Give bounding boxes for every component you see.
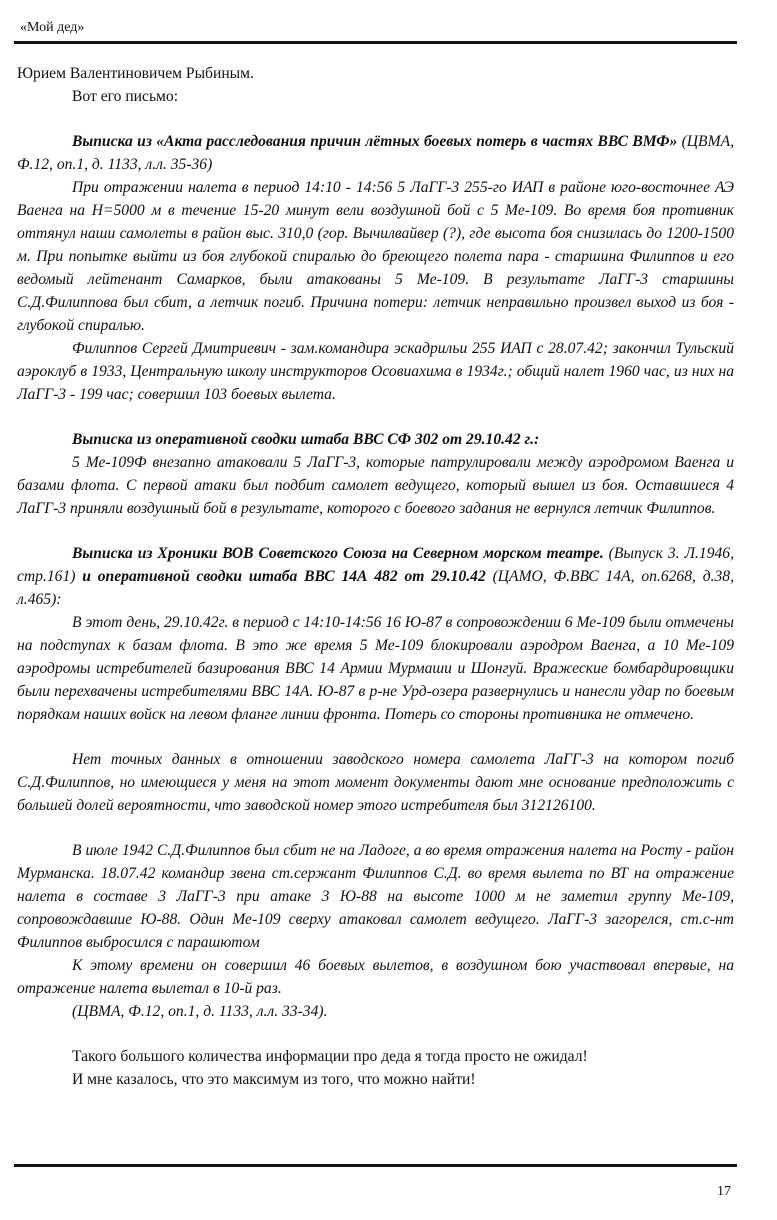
section-2-paragraph-1: 5 Ме-109Ф внезапно атаковали 5 ЛаГГ-3, которые патрулировали между аэродромом Ваенга и базами флота. С первой атаки был подбит самолет ведущего, который вышел из боя. Оставшиеся 4 ЛаГГ-3 приняли воздушный бой в результате, которого с боевого задания не вернулся летчик Филиппов. bbox=[17, 454, 734, 517]
footer-rule bbox=[14, 1164, 737, 1167]
section-3-paragraph-1: В этот день, 29.10.42г. в период с 14:10-14:56 16 Ю-87 в сопровождении 6 Ме-109 были отмечены на подступах к базам флота. В это же время 5 Ме-109 блокировали аэродром Ваенга, а 10 Ме-109 аэродромы истребителей базирования ВВС 14 Армии Мурмаши и Шонгуй. Вражеские бомбардировщики были перехвачены истребителями ВВС 14А. Ю-87 в р-не Урд-озера развернулись и нанесли удар по боевым порядкам наших войск на левом фланге линии фронта. Потерь со стороны противника не отмечено. bbox=[17, 614, 734, 723]
section-2-heading: Выписка из оперативной сводки штаба ВВС СФ 302 от 29.10.42 г.: bbox=[72, 431, 540, 448]
section-4-paragraph-1: Нет точных данных в отношении заводского номера самолета ЛаГГ-3 на котором погиб С.Д.Филиппов, но имеющиеся у меня на этот момент документы дают мне основание предположить с большей долей вероятности, что заводской номер этого истребителя был 312126100. bbox=[17, 751, 734, 814]
section-1-heading: Выписка из «Акта расследования причин лётных боевых потерь в частях ВВС ВМФ» bbox=[72, 133, 678, 150]
section-3-heading-a: Выписка из Хроники ВОВ Советского Союза на Северном морском театре. bbox=[72, 545, 604, 562]
closing-line-2: И мне казалось, что это максимум из того, что можно найти! bbox=[72, 1071, 476, 1088]
spacer bbox=[17, 817, 734, 839]
spacer bbox=[17, 1023, 734, 1045]
section-1-paragraph-2: Филиппов Сергей Дмитриевич - зам.командира эскадрильи 255 ИАП с 28.07.42; закончил Тульский аэроклуб в 1933, Центральную школу инструкторов Осовиахима в 1934г.; общий налет 1960 час, из них на ЛаГГ-3 - 199 час; совершил 103 боевых вылета. bbox=[17, 340, 734, 403]
spacer bbox=[17, 108, 734, 130]
intro-line-2: Вот его письмо: bbox=[72, 88, 179, 105]
section-5-source: (ЦВМА, Ф.12, оп.1, д. 1133, л.л. 33-34). bbox=[72, 1003, 328, 1020]
spacer bbox=[17, 406, 734, 428]
section-1-paragraph-1: При отражении налета в период 14:10 - 14:56 5 ЛаГГ-3 255-го ИАП в районе юго-восточнее АЭ Ваенга на Н=5000 м в течение 15-20 минут вели воздушной бой с 5 Ме-109. Во время боя противник оттянул наши самолеты в район выс. 310,0 (гор. Вычилвайвер (?), где высота боя снизилась до 1200-1500 м. При попытке выйти из боя глубокой спиралью до бреющего полета пара - старшина Филиппов и его ведомый лейтенант Самарков, были атакованы 5 Ме-109. В результате ЛаГГ-3 старшины С.Д.Филиппова был сбит, а летчик погиб. Причина потери: летчик неправильно произвел выход из боя - глубокой спиралью. bbox=[17, 179, 734, 334]
section-2-heading-paragraph bbox=[17, 428, 734, 451]
page-body bbox=[17, 62, 734, 1091]
closing-line-1: Такого большого количества информации про деда я тогда просто не ожидал! bbox=[72, 1048, 588, 1065]
section-3-source-a: (Выпуск 3. Л.1946, стр.161) bbox=[17, 545, 734, 585]
section-3-heading-b: и оперативной сводки штаба ВВС 14А 482 от 29.10.42 bbox=[82, 568, 486, 585]
section-5-paragraph-1: В июле 1942 С.Д.Филиппов был сбит не на Ладоге, а во время отражения налета на Росту - район Мурманска. 18.07.42 командир звена ст.сержант Филиппов С.Д. во время вылета по ВТ на отражение налета в составе 3 ЛаГГ-3 при атаке 3 Ю-88 на высоте 1000 м не заметил группу Ме-109, сопровождавшие Ю-88. Один Ме-109 сверху атаковал самолет ведущего. ЛаГГ-3 загорелся, ст.с-нт Филиппов выбросился с парашютом bbox=[17, 842, 734, 951]
section-3-source-b: (ЦАМО, Ф.ВВС 14А, оп.6268, д.38, л.465): bbox=[17, 568, 735, 608]
spacer bbox=[17, 726, 734, 748]
section-1-heading-paragraph bbox=[17, 130, 734, 176]
section-5-paragraph-2: К этому времени он совершил 46 боевых вылетов, в воздушном бою участвовал впервые, на отражение налета вылетал в 10-й раз. bbox=[17, 957, 734, 997]
intro-line-1: Юрием Валентиновичем Рыбиным. bbox=[17, 65, 254, 82]
page-number: 17 bbox=[717, 1184, 731, 1199]
running-header-title: «Мой дед» bbox=[20, 20, 85, 35]
section-3-heading-paragraph bbox=[17, 542, 734, 611]
spacer bbox=[17, 520, 734, 542]
header-rule bbox=[14, 41, 737, 44]
section-1-source: (ЦВМА, Ф.12, оп.1, д. 1133, л.л. 35-36) bbox=[17, 133, 734, 173]
